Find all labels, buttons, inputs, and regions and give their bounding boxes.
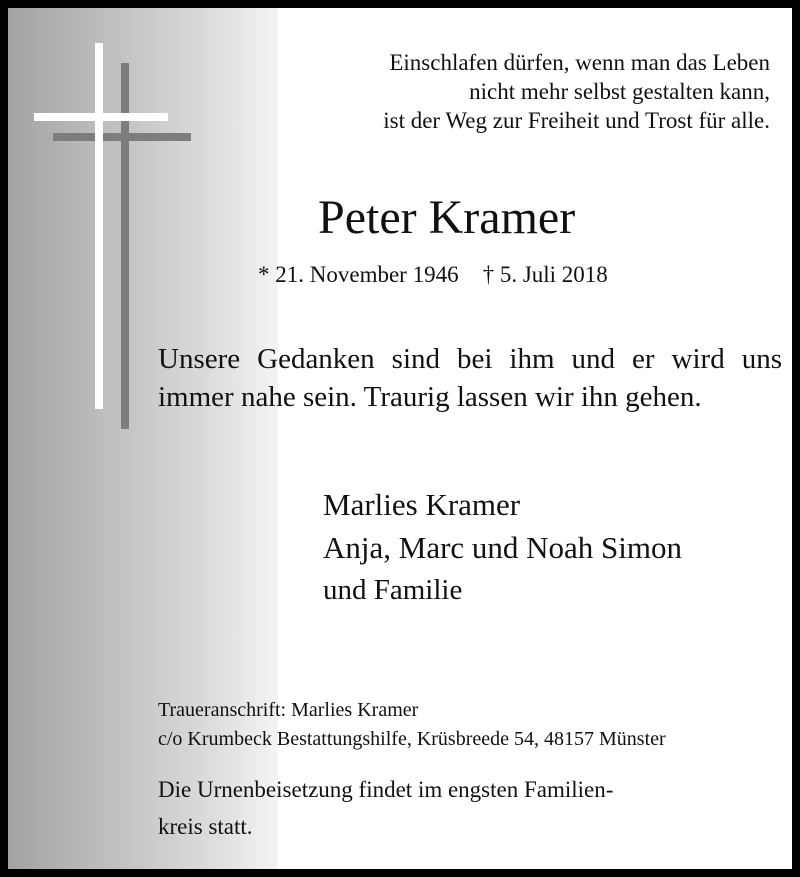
life-dates	[258, 260, 608, 290]
address-line-1: Traueranschrift: Marlies Kramer	[158, 699, 419, 721]
address-line-2: c/o Krumbeck Bestattungshilfe, Krüsbreede 54, 48157 Münster	[158, 728, 666, 750]
cross-shadow-bar	[53, 133, 191, 141]
deceased-name: Peter Kramer	[318, 191, 576, 244]
cross-icon	[95, 43, 103, 409]
notice-line-1: Die Urnenbeisetzung findet im engsten Familien-	[158, 777, 614, 802]
birth-date: * 21. November 1946	[258, 262, 459, 287]
death-date: † 5. Juli 2018	[482, 262, 608, 287]
burial-notice	[158, 771, 782, 845]
mourning-address	[158, 696, 666, 754]
poem	[250, 48, 770, 135]
mourner-line-3: und Familie	[323, 574, 463, 606]
mourner-line-1: Marlies Kramer	[323, 487, 521, 522]
mourners	[323, 483, 682, 612]
poem-line-2: nicht mehr selbst gestalten kann,	[469, 79, 770, 104]
mourner-line-2: Anja, Marc und Noah Simon	[323, 530, 683, 565]
poem-line-1: Einschlafen dürfen, wenn man das Leben	[389, 50, 770, 75]
cross-bar	[34, 113, 168, 121]
condolence-message: Unsere Gedanken sind bei ihm und er wird uns immer nahe sein. Traurig lassen wir ihn gehen.	[158, 343, 782, 413]
poem-line-3: ist der Weg zur Freiheit und Trost für alle.	[383, 108, 770, 133]
notice-line-2: kreis statt.	[158, 814, 253, 839]
